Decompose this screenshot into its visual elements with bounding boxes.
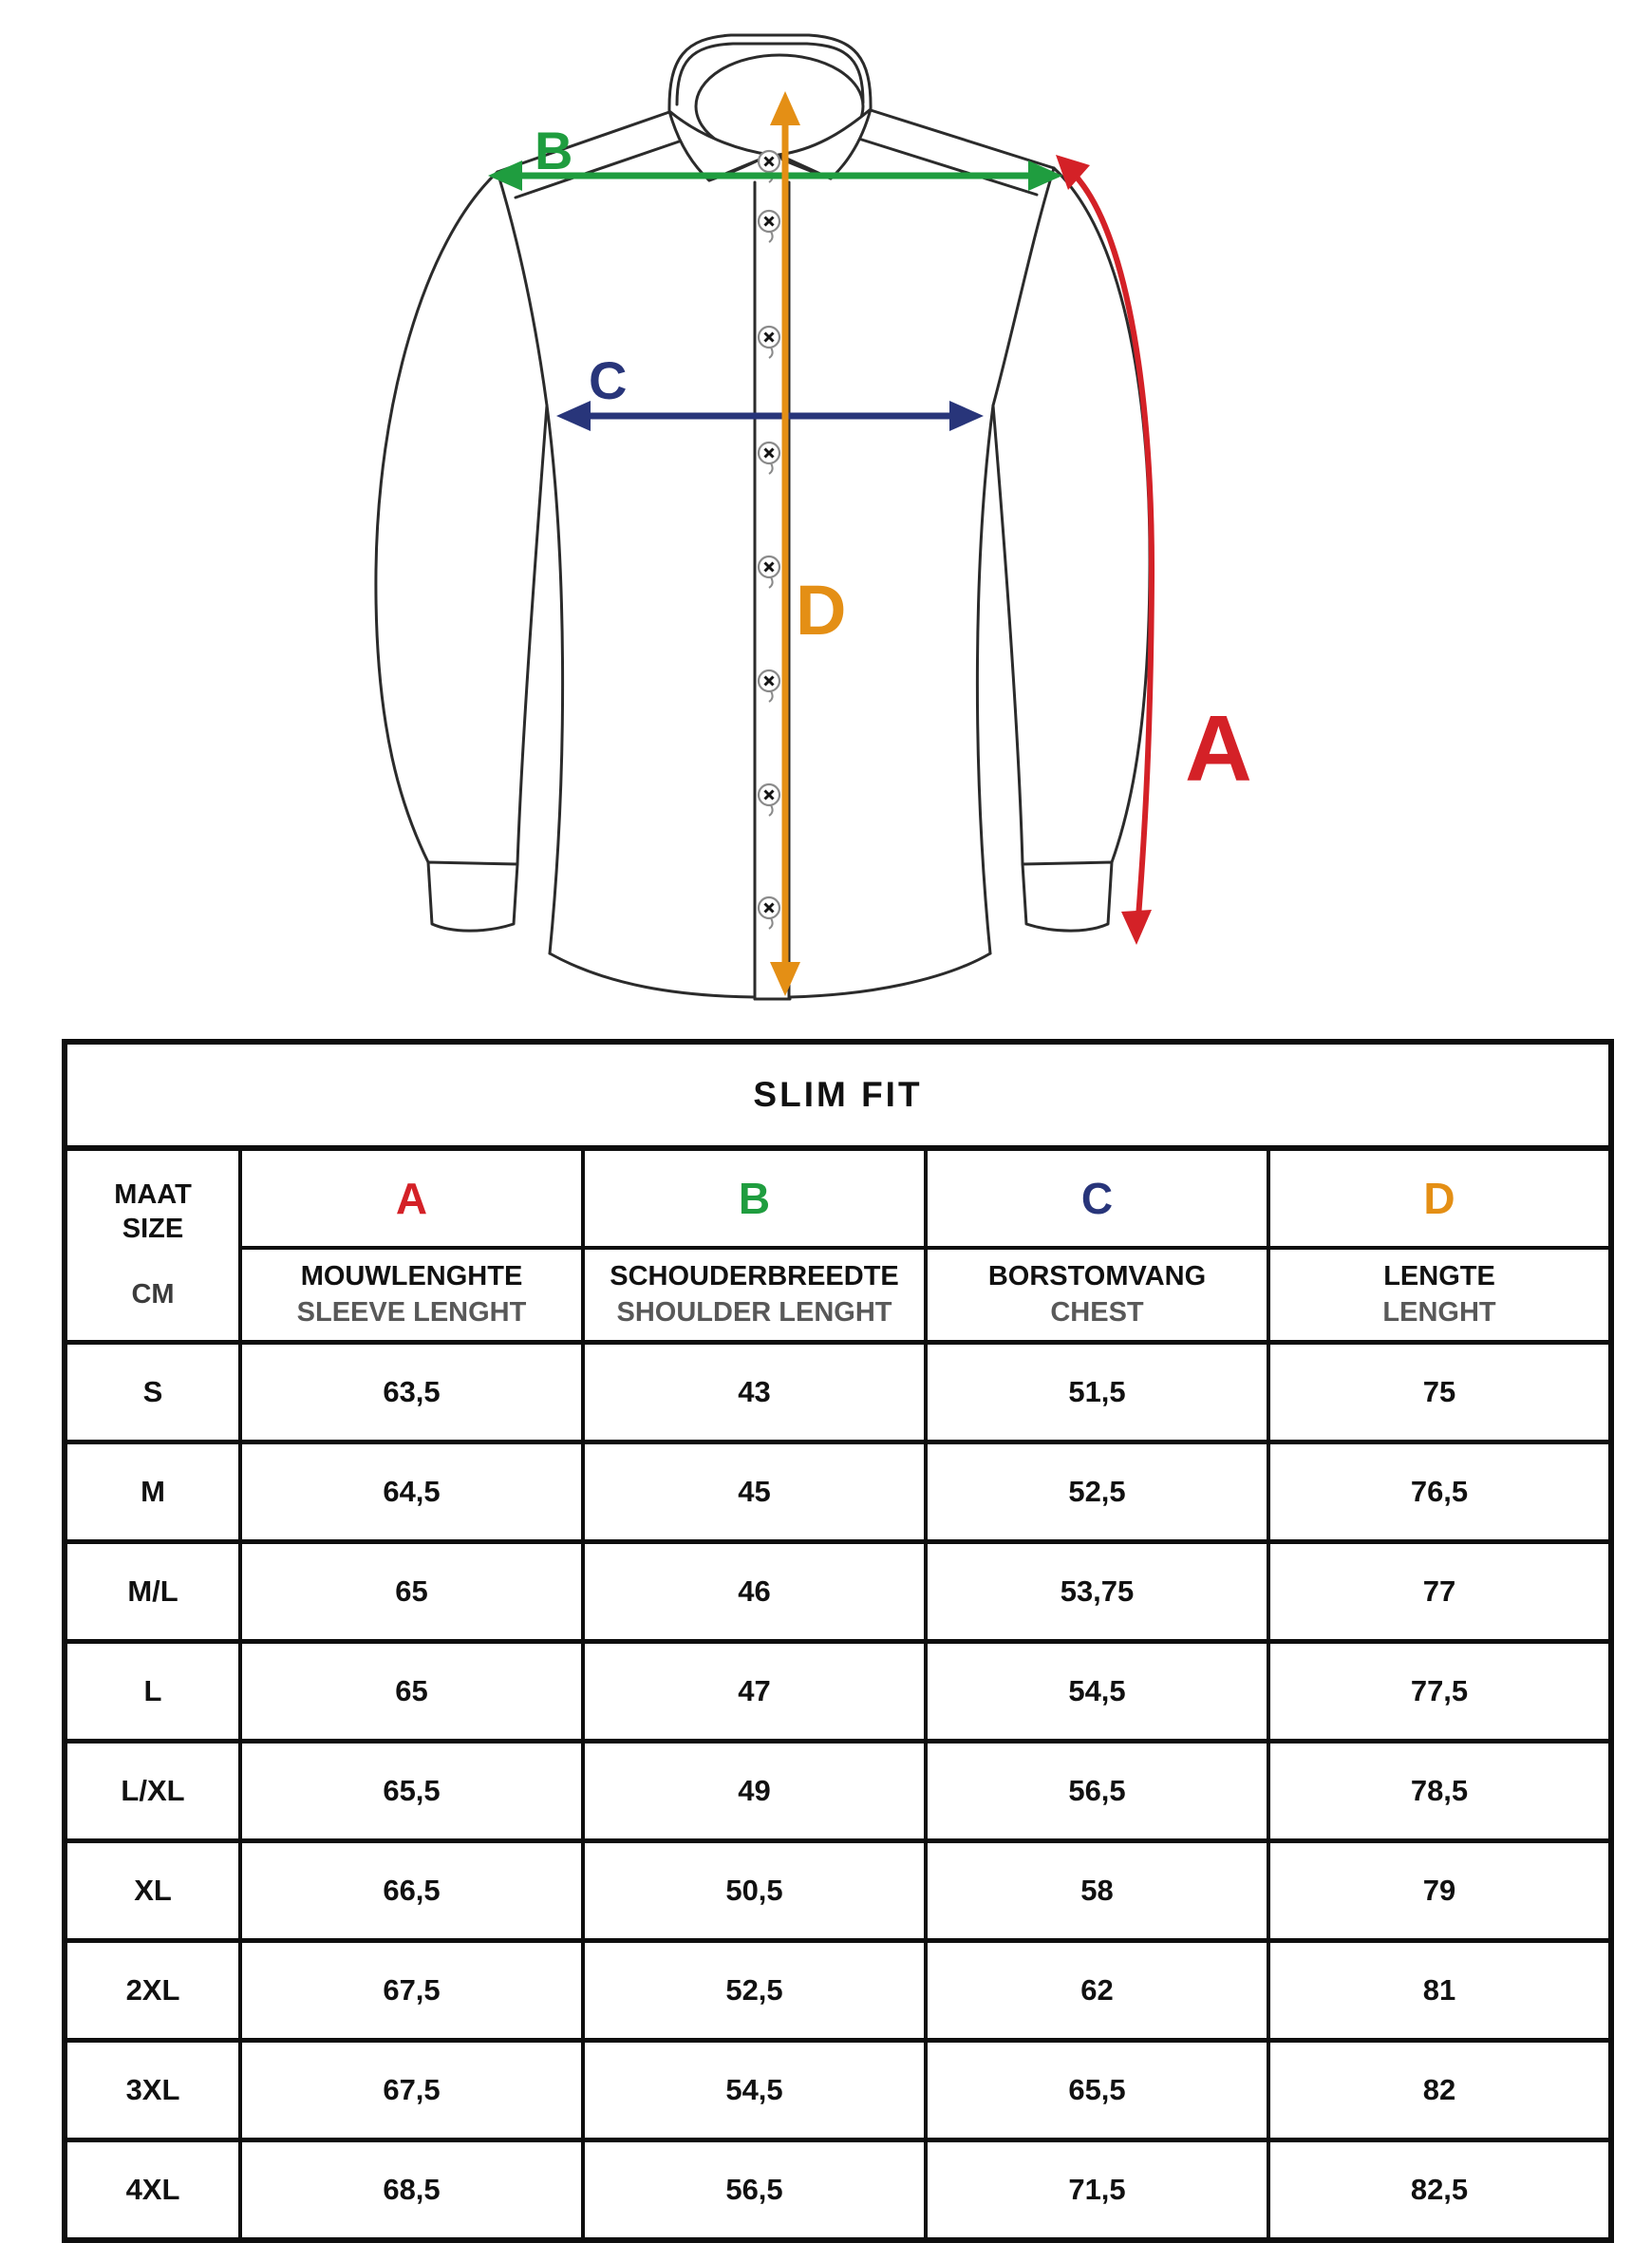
value-cell-b: 43 — [583, 1343, 926, 1442]
value-cell-d: 75 — [1268, 1343, 1611, 1442]
cuff-right — [1023, 862, 1112, 931]
armhole-right — [993, 168, 1054, 405]
sleeve-inner-left — [517, 405, 547, 864]
column-letter-c: C — [926, 1148, 1268, 1248]
side-seam-right — [977, 405, 993, 953]
value-cell-a: 65 — [240, 1642, 583, 1742]
value-cell-d: 76,5 — [1268, 1442, 1611, 1542]
sleeve-inner-right — [993, 405, 1023, 864]
table-row — [65, 1742, 1611, 1841]
measure-name-nl: MOUWLENGHTE — [300, 1261, 523, 1292]
sleeve-outer-left — [376, 172, 497, 862]
value-cell-a: 67,5 — [240, 2041, 583, 2140]
value-cell-c: 62 — [926, 1941, 1268, 2041]
value-cell-a: 64,5 — [240, 1442, 583, 1542]
value-cell-a: 63,5 — [240, 1343, 583, 1442]
value-cell-a: 67,5 — [240, 1941, 583, 2041]
label-b: B — [535, 121, 573, 180]
table-row — [65, 1442, 1611, 1542]
measure-name-nl: LENGTE — [1383, 1261, 1495, 1292]
label-c: C — [589, 350, 628, 410]
value-cell-d: 77,5 — [1268, 1642, 1611, 1742]
side-seam-left — [547, 405, 563, 953]
size-cell: XL — [65, 1841, 240, 1941]
value-cell-b: 54,5 — [583, 2041, 926, 2140]
label-d: D — [796, 571, 847, 650]
size-cell: L/XL — [65, 1742, 240, 1841]
value-cell-d: 78,5 — [1268, 1742, 1611, 1841]
value-cell-b: 56,5 — [583, 2140, 926, 2241]
value-cell-c: 56,5 — [926, 1742, 1268, 1841]
size-cell: M — [65, 1442, 240, 1542]
column-name-d — [1268, 1248, 1611, 1343]
value-cell-b: 47 — [583, 1642, 926, 1742]
yoke-seam-right — [853, 137, 1037, 195]
hem-left — [550, 953, 755, 997]
size-cell: S — [65, 1343, 240, 1442]
value-cell-d: 82 — [1268, 2041, 1611, 2140]
size-cell: M/L — [65, 1542, 240, 1642]
value-cell-d: 82,5 — [1268, 2140, 1611, 2241]
table-row — [65, 1542, 1611, 1642]
button-placket — [759, 151, 779, 929]
table-row — [65, 1343, 1611, 1442]
sleeve-arrow-a — [1056, 155, 1152, 945]
value-cell-b: 49 — [583, 1742, 926, 1841]
value-cell-c: 53,75 — [926, 1542, 1268, 1642]
size-cell: 4XL — [65, 2140, 240, 2241]
value-cell-a: 68,5 — [240, 2140, 583, 2241]
value-cell-d: 81 — [1268, 1941, 1611, 2041]
value-cell-d: 79 — [1268, 1841, 1611, 1941]
value-cell-d: 77 — [1268, 1542, 1611, 1642]
column-name-b — [583, 1248, 926, 1343]
value-cell-c: 71,5 — [926, 2140, 1268, 2241]
value-cell-c: 65,5 — [926, 2041, 1268, 2140]
shoulder-seam-left — [497, 112, 669, 172]
size-rows — [65, 1343, 1611, 2241]
value-cell-a: 65,5 — [240, 1742, 583, 1841]
measure-name-en: LENGHT — [1382, 1296, 1496, 1328]
value-cell-b: 50,5 — [583, 1841, 926, 1941]
armhole-left — [497, 172, 547, 405]
unit-label: CM — [131, 1279, 175, 1310]
table-row — [65, 1841, 1611, 1941]
size-header-en: SIZE — [122, 1213, 184, 1244]
value-cell-a: 65 — [240, 1542, 583, 1642]
size-chart-table — [62, 1039, 1614, 2243]
size-unit-header — [65, 1148, 240, 1343]
value-cell-b: 52,5 — [583, 1941, 926, 2041]
column-name-a — [240, 1248, 583, 1343]
value-cell-c: 52,5 — [926, 1442, 1268, 1542]
table-row — [65, 1941, 1611, 2041]
value-cell-c: 58 — [926, 1841, 1268, 1941]
measure-name-en: CHEST — [1050, 1296, 1144, 1328]
shoulder-seam-right — [871, 110, 1054, 168]
column-letter-a: A — [240, 1148, 583, 1248]
measure-name-en: SHOULDER LENGHT — [616, 1296, 892, 1328]
table-title: SLIM FIT — [65, 1042, 1611, 1148]
size-cell: 3XL — [65, 2041, 240, 2140]
column-letter-b: B — [583, 1148, 926, 1248]
value-cell-b: 46 — [583, 1542, 926, 1642]
label-a: A — [1185, 696, 1252, 801]
size-header-nl: MAAT — [114, 1179, 192, 1211]
table-row — [65, 2041, 1611, 2140]
value-cell-a: 66,5 — [240, 1841, 583, 1941]
cuff-left — [428, 862, 517, 931]
sleeve-outer-right — [1054, 168, 1150, 862]
measure-name-nl: BORSTOMVANG — [987, 1261, 1207, 1292]
measure-name-nl: SCHOUDERBREEDTE — [610, 1261, 899, 1292]
table-row — [65, 1642, 1611, 1742]
value-cell-b: 45 — [583, 1442, 926, 1542]
column-name-c — [926, 1248, 1268, 1343]
measure-name-en: SLEEVE LENGHT — [296, 1296, 527, 1328]
shirt-measurement-diagram — [0, 0, 1652, 1037]
column-letter-d: D — [1268, 1148, 1611, 1248]
size-cell: L — [65, 1642, 240, 1742]
size-cell: 2XL — [65, 1941, 240, 2041]
table-row — [65, 2140, 1611, 2241]
hem-right — [790, 953, 990, 997]
value-cell-c: 51,5 — [926, 1343, 1268, 1442]
value-cell-c: 54,5 — [926, 1642, 1268, 1742]
